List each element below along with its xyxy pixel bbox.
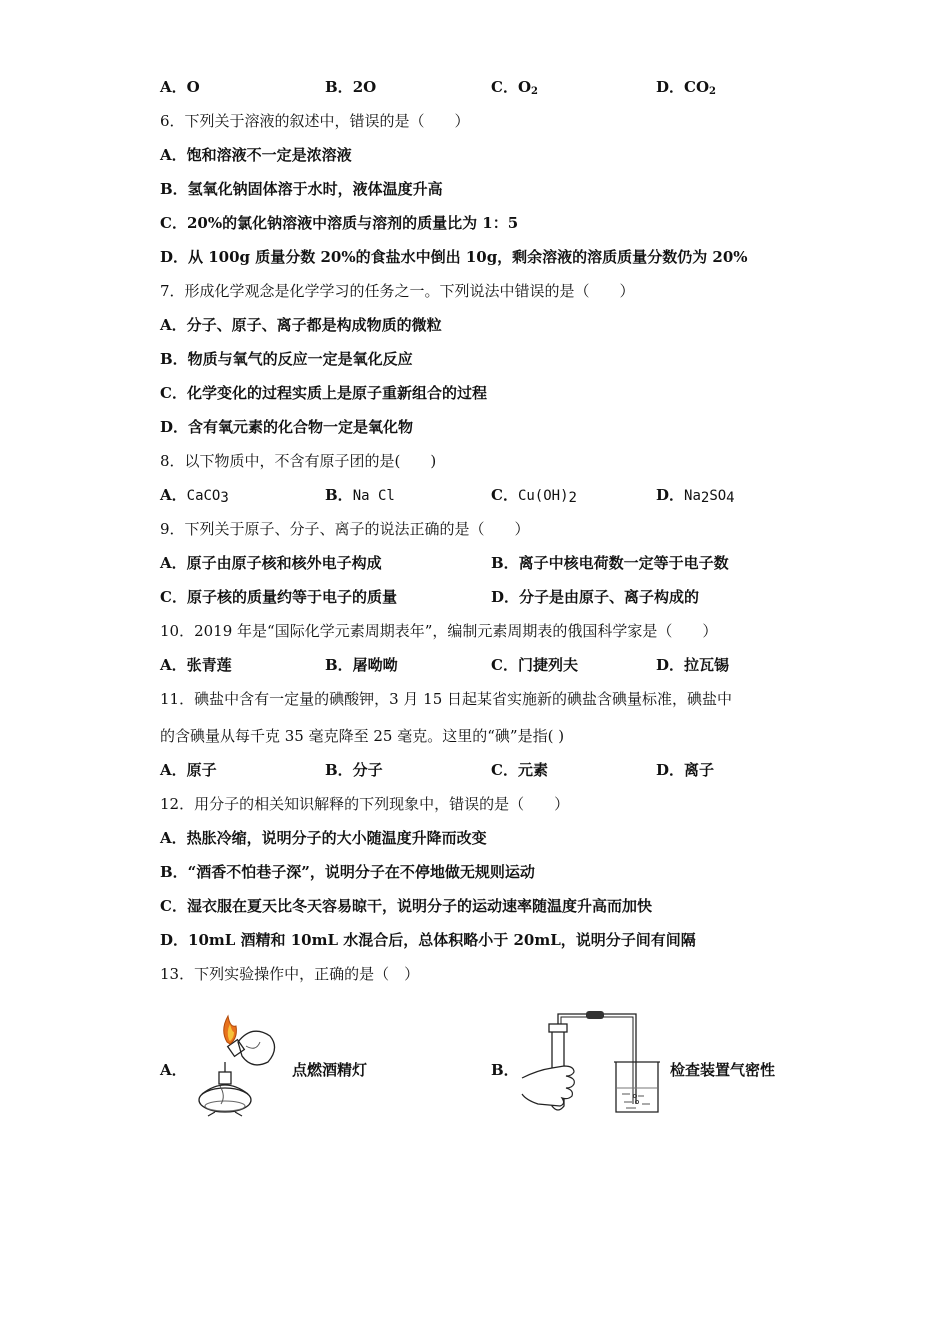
q7-option-c: C．化学变化的过程实质上是原子重新组合的过程 [160, 384, 487, 402]
q9-option-d: D．分子是由原子、离子构成的 [491, 588, 700, 606]
q10-stem: 10．2019 年是“国际化学元素周期表年”，编制元素周期表的俄国科学家是（ ） [160, 622, 718, 640]
q11-stem-line2: 的含碘量从每千克 35 毫克降至 25 毫克。这里的“碘”是指( ) [160, 727, 565, 745]
q13-stem: 13．下列实验操作中，正确的是（ ） [160, 965, 420, 983]
q8-option-d: D．$Na_2SO_4$ [656, 486, 735, 506]
q12-option-d: D．10mL 酒精和 10mL 水混合后，总体积略小于 20mL，说明分子间有间隔 [160, 931, 696, 949]
q12-stem: 12．用分子的相关知识解释的下列现象中，错误的是（ ） [160, 795, 570, 813]
q11-option-b: B．分子 [325, 761, 383, 779]
airtightness-check-figure [518, 1008, 668, 1118]
alcohol-lamp-lighting-figure [190, 1012, 285, 1117]
q13-option-a-label: A． [160, 1061, 187, 1079]
q11-option-d: D．离子 [656, 761, 715, 779]
q6-option-b: B．氢氧化钠固体溶于水时，液体温度升高 [160, 180, 443, 198]
q5-option-d: D．$CO_2$ [656, 78, 716, 97]
q7-option-a: A．分子、原子、离子都是构成物质的微粒 [160, 316, 442, 334]
q8-option-b: B．Na Cl [325, 486, 395, 504]
q13-option-b-caption: 检查装置气密性 [670, 1061, 776, 1079]
q9-option-c: C．原子核的质量约等于电子的质量 [160, 588, 397, 606]
q7-stem: 7．形成化学观念是化学学习的任务之一。下列说法中错误的是（ ） [160, 282, 635, 300]
q9-stem: 9．下列关于原子、分子、离子的说法正确的是（ ） [160, 520, 530, 538]
q9-option-a: A．原子由原子核和核外电子构成 [160, 554, 382, 572]
q6-option-a: A．饱和溶液不一定是浓溶液 [160, 146, 352, 164]
q11-option-c: C．元素 [491, 761, 548, 779]
q12-option-b: B．“酒香不怕巷子深”，说明分子在不停地做无规则运动 [160, 863, 535, 881]
q11-option-a: A．原子 [160, 761, 217, 779]
q8-option-c: C．$Cu(OH)_2$ [491, 486, 577, 506]
q12-option-c: C．湿衣服在夏天比冬天容易晾干，说明分子的运动速率随温度升高而加快 [160, 897, 652, 915]
q13-option-b-label: B． [491, 1061, 519, 1079]
q10-option-d: D．拉瓦锡 [656, 656, 730, 674]
q5-option-c: C．$O_2$ [491, 78, 538, 97]
q5-option-a: A．O [160, 78, 200, 96]
q8-option-a: A．CaCO$_3$ [160, 486, 229, 506]
q10-option-b: B．屠呦呦 [325, 656, 398, 674]
q8-stem: 8．以下物质中，不含有原子团的是( ) [160, 452, 437, 470]
q6-stem: 6．下列关于溶液的叙述中，错误的是（ ） [160, 112, 470, 130]
q6-option-d: D．从 100g 质量分数 20%的食盐水中倒出 10g，剩余溶液的溶质质量分数仍为 20% [160, 248, 748, 266]
q11-stem-line1: 11．碘盐中含有一定量的碘酸钾，3 月 15 日起某省实施新的碘盐含碘量标准，碘盐中 [160, 690, 733, 708]
q6-option-c: C．20%的氯化钠溶液中溶质与溶剂的质量比为 1：5 [160, 214, 519, 232]
q5-option-b: B．2O [325, 78, 377, 96]
q10-option-a: A．张青莲 [160, 656, 232, 674]
q13-option-a-caption: 点燃酒精灯 [292, 1061, 368, 1079]
q10-option-c: C．门捷列夫 [491, 656, 578, 674]
q9-option-b: B．离子中核电荷数一定等于电子数 [491, 554, 729, 572]
q7-option-d: D．含有氧元素的化合物一定是氧化物 [160, 418, 414, 436]
q7-option-b: B．物质与氧气的反应一定是氧化反应 [160, 350, 413, 368]
q12-option-a: A．热胀冷缩，说明分子的大小随温度升降而改变 [160, 829, 487, 847]
